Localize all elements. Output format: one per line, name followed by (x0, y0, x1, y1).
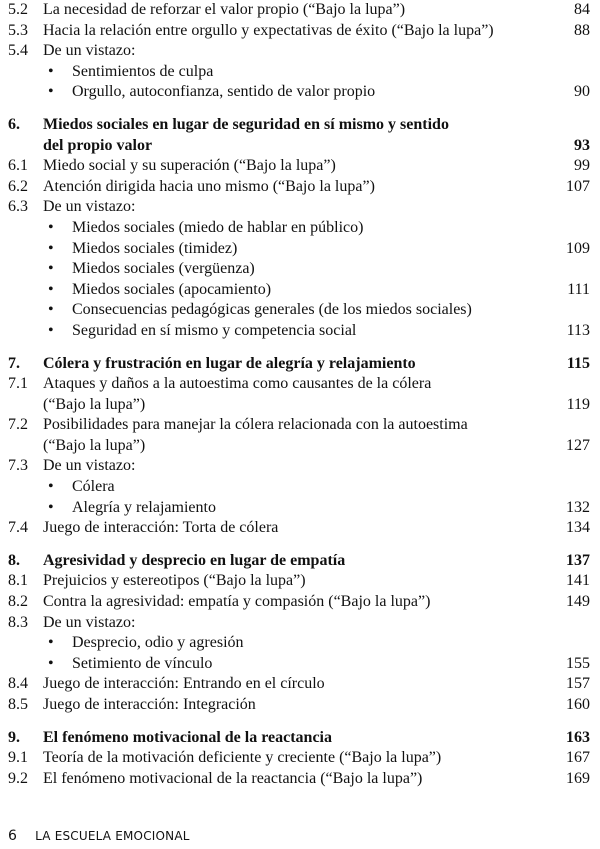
entry-number: 8.3 (8, 613, 28, 631)
entry-title: Juego de interacción: Integración (43, 696, 256, 713)
toc-entry (8, 21, 590, 42)
entry-number: 8.2 (8, 593, 28, 611)
entry-number: 5.2 (8, 1, 28, 18)
bullet-icon: • (48, 62, 54, 80)
entry-number: 6.2 (8, 177, 28, 195)
entry-page: 99 (574, 157, 590, 175)
bullet-icon: • (48, 83, 54, 101)
bullet-icon: • (48, 218, 54, 236)
entry-title: Hacia la relación entre orgullo y expectativas de éxito (“Bajo la lupa”) (43, 21, 494, 39)
toc-entry (8, 156, 590, 177)
entry-title: Agresividad y desprecio en lugar de empatía (43, 551, 346, 569)
toc-entry (8, 613, 590, 634)
toc-entry (8, 748, 590, 769)
entry-title: (“Bajo la lupa”) (43, 395, 146, 413)
toc-entry (8, 395, 590, 416)
toc-bullet-item (8, 321, 590, 342)
toc-entry (8, 41, 590, 62)
entry-title: De un vistazo: (43, 198, 136, 216)
entry-title: Contra la agresividad: empatía y compasión (“Bajo la lupa”) (43, 593, 431, 611)
toc-entry (8, 374, 590, 395)
toc-bullet-item (8, 82, 590, 103)
entry-page: 149 (566, 593, 590, 611)
entry-title: Consecuencias pedagógicas generales (de los miedos sociales) (72, 301, 472, 319)
entry-title: Miedos sociales en lugar de seguridad en sí mismo y sentido (43, 115, 449, 133)
toc-entry (8, 769, 590, 790)
entry-page: 137 (566, 551, 590, 569)
toc-bullet-item (8, 62, 590, 83)
entry-title: Cólera (72, 478, 115, 496)
entry-title: Teoría de la motivación deficiente y creciente (“Bajo la lupa”) (43, 749, 442, 767)
toc-entry (8, 197, 590, 218)
entry-number: 8.5 (8, 696, 28, 713)
entry-title: El fenómeno motivacional de la reactancia (“Bajo la lupa”) (43, 769, 423, 787)
entry-page: 132 (566, 498, 590, 516)
entry-number: 7. (8, 354, 20, 372)
entry-number: 5.3 (8, 21, 28, 39)
entry-title: Desprecio, odio y agresión (72, 634, 244, 652)
toc-entry (8, 592, 590, 613)
running-title: LA ESCUELA EMOCIONAL (35, 829, 190, 843)
toc-bullet-item (8, 477, 590, 498)
entry-title: Alegría y relajamiento (72, 498, 216, 516)
entry-page: 113 (566, 321, 590, 339)
bullet-icon: • (48, 280, 54, 298)
bullet-icon: • (48, 301, 54, 319)
entry-title: El fenómeno motivacional de la reactancia (43, 728, 332, 746)
entry-number: 9.2 (8, 769, 28, 787)
entry-title: Juego de interacción: Entrando en el círculo (43, 675, 325, 693)
entry-page: 163 (566, 728, 590, 746)
entry-title: De un vistazo: (43, 42, 136, 60)
toc-bullet-item (8, 633, 590, 654)
entry-number: 8. (8, 551, 20, 569)
toc-bullet-item (8, 300, 590, 321)
bullet-icon: • (48, 239, 54, 257)
entry-page: 157 (566, 675, 590, 693)
toc-chapter (8, 354, 590, 375)
entry-title: del propio valor (43, 136, 153, 154)
entry-page: 109 (566, 239, 590, 257)
entry-number: 6.3 (8, 198, 28, 216)
entry-title: Juego de interacción: Torta de cólera (43, 519, 279, 537)
entry-title: Sentimientos de culpa (72, 62, 214, 80)
entry-page: 115 (566, 354, 590, 372)
entry-title: Miedos sociales (vergüenza) (72, 260, 255, 278)
spacer (8, 716, 590, 728)
toc-entry (8, 518, 590, 539)
entry-title: Miedos sociales (miedo de hablar en público) (72, 218, 364, 236)
toc-chapter (8, 551, 590, 572)
toc-chapter (8, 136, 590, 157)
spacer (8, 342, 590, 354)
toc-entry (8, 0, 590, 21)
entry-title: Setimiento de vínculo (72, 654, 213, 672)
bullet-icon: • (48, 260, 54, 278)
toc-chapter (8, 728, 590, 749)
entry-page: 160 (566, 696, 590, 713)
entry-title: Miedos sociales (apocamiento) (72, 280, 272, 298)
entry-title: De un vistazo: (43, 457, 136, 475)
entry-title: Orgullo, autoconfianza, sentido de valor propio (72, 83, 376, 101)
entry-page: 127 (566, 436, 590, 454)
entry-page: 88 (574, 21, 590, 39)
toc-entry (8, 571, 590, 592)
entry-title: Prejuicios y estereotipos (“Bajo la lupa”) (43, 572, 306, 590)
bullet-icon: • (48, 498, 54, 516)
toc-entry (8, 456, 590, 477)
toc-entry (8, 415, 590, 436)
entry-number: 6.1 (8, 157, 28, 175)
entry-page: 107 (566, 177, 590, 195)
toc-bullet-item (8, 218, 590, 239)
entry-page: 111 (567, 280, 590, 298)
entry-title: Ataques y daños a la autoestima como causantes de la cólera (43, 375, 432, 393)
toc-chapter (8, 115, 590, 136)
entry-title: Seguridad en sí mismo y competencia social (72, 321, 357, 339)
toc-entry (8, 695, 590, 716)
entry-page: 155 (566, 654, 590, 672)
entry-title: Miedos sociales (timidez) (72, 239, 238, 257)
toc-entry (8, 674, 590, 695)
entry-page: 119 (566, 395, 590, 413)
entry-number: 8.1 (8, 572, 28, 590)
entry-title: Atención dirigida hacia uno mismo (“Bajo la lupa”) (43, 177, 375, 195)
bullet-icon: • (48, 654, 54, 672)
toc-bullet-item (8, 654, 590, 675)
entry-number: 8.4 (8, 675, 28, 693)
entry-page: 167 (566, 749, 590, 767)
entry-page: 84 (574, 1, 590, 18)
entry-number: 6. (8, 115, 20, 133)
entry-page: 134 (566, 519, 590, 537)
bullet-icon: • (48, 321, 54, 339)
entry-number: 9. (8, 728, 20, 746)
toc-entry (8, 436, 590, 457)
table-of-contents (8, 0, 590, 789)
entry-number: 7.1 (8, 375, 28, 393)
toc-bullet-item (8, 498, 590, 519)
entry-page: 141 (566, 572, 590, 590)
entry-page: 169 (566, 769, 590, 787)
toc-bullet-item (8, 239, 590, 260)
entry-page: 93 (574, 136, 590, 154)
entry-title: (“Bajo la lupa”) (43, 436, 146, 454)
entry-page: 90 (574, 83, 590, 101)
entry-title: Miedo social y su superación (“Bajo la lupa”) (43, 157, 336, 175)
entry-title: Cólera y frustración en lugar de alegría y relajamiento (43, 354, 416, 372)
entry-title: De un vistazo: (43, 613, 136, 631)
spacer (8, 103, 590, 115)
entry-title: La necesidad de reforzar el valor propio (“Bajo la lupa”) (43, 1, 406, 18)
spacer (8, 539, 590, 551)
toc-bullet-item (8, 280, 590, 301)
entry-number: 5.4 (8, 42, 28, 60)
entry-number: 7.2 (8, 416, 28, 434)
page-footer (8, 828, 190, 844)
toc-entry (8, 177, 590, 198)
bullet-icon: • (48, 634, 54, 652)
entry-number: 7.4 (8, 519, 28, 537)
entry-number: 7.3 (8, 457, 28, 475)
toc-bullet-item (8, 259, 590, 280)
entry-title: Posibilidades para manejar la cólera relacionada con la autoestima (43, 416, 468, 434)
bullet-icon: • (48, 478, 54, 496)
page-number: 6 (8, 828, 18, 844)
entry-number: 9.1 (8, 749, 28, 767)
